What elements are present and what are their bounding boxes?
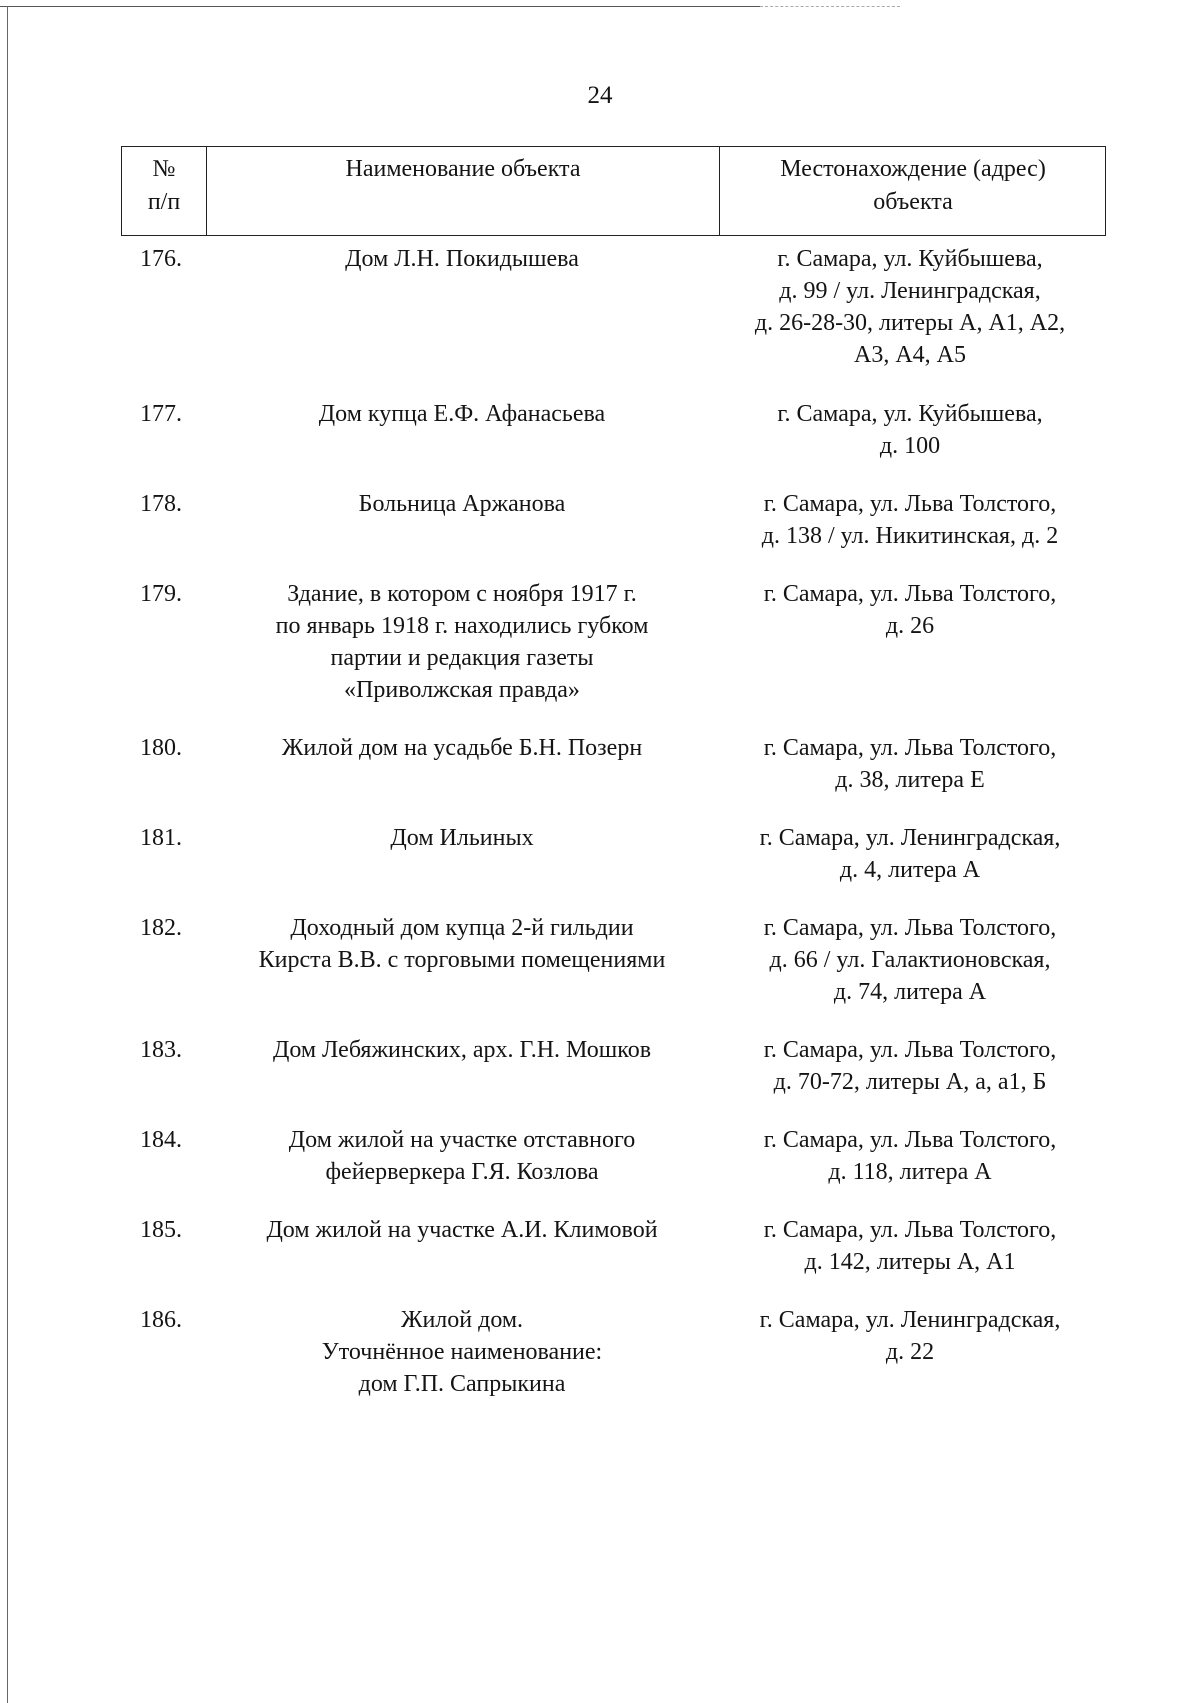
object-address-line: д. 38, литера Е	[835, 767, 985, 793]
object-address-line: д. 100	[879, 433, 941, 459]
object-address-line: д. 26	[885, 613, 935, 639]
table-header	[121, 146, 1106, 236]
object-address-line: д. 22	[885, 1339, 935, 1365]
header-address: Местонахождение (адрес) объекта	[780, 156, 1046, 215]
object-address-line: д. 142, литеры А, А1	[804, 1249, 1016, 1275]
object-name-line: дом Г.П. Сапрыкина	[358, 1371, 566, 1397]
object-address-line: г. Самара, ул. Льва Толстого,	[763, 1217, 1057, 1243]
row-number: 177.	[140, 401, 182, 427]
object-name	[212, 732, 712, 764]
object-name-line: Дом жилой на участке отставного	[288, 1127, 636, 1153]
object-address-line: г. Самара, ул. Льва Толстого,	[763, 735, 1057, 761]
object-name-line: Дом жилой на участке А.И. Климовой	[266, 1217, 658, 1243]
object-name-line: Дом Лебяжинских, арх. Г.Н. Мошков	[272, 1037, 652, 1063]
object-name	[212, 398, 712, 430]
object-address-line: д. 74, литера А	[833, 979, 987, 1005]
object-name-line: Жилой дом на усадьбе Б.Н. Позерн	[281, 735, 643, 761]
object-name	[212, 488, 712, 520]
object-address	[722, 1214, 1098, 1278]
object-address	[722, 243, 1098, 371]
scan-edge-top	[0, 6, 760, 7]
object-address-line: г. Самара, ул. Ленинградская,	[759, 825, 1061, 851]
row-number: 182.	[140, 915, 182, 941]
object-address-line: д. 4, литера А	[839, 857, 981, 883]
object-name-line: Дом Ильиных	[390, 825, 534, 851]
object-address	[722, 822, 1098, 886]
object-address-line: д. 26-28-30, литеры А, А1, А2,	[754, 310, 1066, 336]
object-address-line: А3, А4, А5	[854, 342, 966, 368]
object-name	[212, 1124, 712, 1188]
object-name-line: по январь 1918 г. находились губком	[275, 613, 649, 639]
header-num: № п/п	[147, 156, 181, 215]
object-address-line: г. Самара, ул. Льва Толстого,	[763, 1037, 1057, 1063]
row-number: 181.	[140, 825, 182, 851]
object-address	[722, 578, 1098, 642]
object-address	[722, 1034, 1098, 1098]
object-name-line: Больница Аржанова	[358, 491, 566, 517]
scan-edge-left	[7, 6, 8, 1703]
object-name	[212, 1214, 712, 1246]
object-address	[722, 488, 1098, 552]
row-number: 179.	[140, 581, 182, 607]
object-name-line: Дом купца Е.Ф. Афанасьева	[318, 401, 606, 427]
header-name: Наименование объекта	[345, 156, 581, 182]
row-number: 184.	[140, 1127, 182, 1153]
scan-edge-top-faint	[760, 6, 900, 7]
row-number: 183.	[140, 1037, 182, 1063]
object-address	[722, 398, 1098, 462]
row-number: 180.	[140, 735, 182, 761]
row-number: 176.	[140, 246, 182, 272]
object-address-line: г. Самара, ул. Льва Толстого,	[763, 915, 1057, 941]
object-address-line: г. Самара, ул. Льва Толстого,	[763, 491, 1057, 517]
object-address-line: г. Самара, ул. Куйбышева,	[777, 246, 1043, 272]
object-name-line: Дом Л.Н. Покидышева	[345, 246, 579, 272]
object-address	[722, 1124, 1098, 1188]
object-name	[212, 912, 712, 976]
object-name-line: Кирста В.В. с торговыми помещениями	[258, 947, 666, 973]
object-name-line: «Приволжская правда»	[344, 677, 580, 703]
object-name	[212, 1304, 712, 1400]
object-address	[722, 732, 1098, 796]
row-number: 178.	[140, 491, 182, 517]
object-name	[212, 243, 712, 275]
object-name	[212, 578, 712, 706]
object-address-line: д. 118, литера А	[828, 1159, 992, 1185]
object-address-line: д. 99 / ул. Ленинградская,	[779, 278, 1041, 304]
object-address-line: г. Самара, ул. Льва Толстого,	[763, 581, 1057, 607]
object-name-line: фейерверкера Г.Я. Козлова	[325, 1159, 599, 1185]
object-name	[212, 822, 712, 854]
object-address-line: г. Самара, ул. Ленинградская,	[759, 1307, 1061, 1333]
object-name	[212, 1034, 712, 1066]
object-address	[722, 1304, 1098, 1368]
row-number: 185.	[140, 1217, 182, 1243]
page-number: 24	[587, 82, 613, 109]
row-number: 186.	[140, 1307, 182, 1333]
object-name-line: партии и редакция газеты	[330, 645, 594, 671]
object-address-line: д. 70-72, литеры А, а, а1, Б	[773, 1069, 1047, 1095]
object-name-line: Жилой дом.	[400, 1307, 524, 1333]
object-name-line: Здание, в котором с ноября 1917 г.	[287, 581, 637, 607]
object-address-line: д. 66 / ул. Галактионовская,	[769, 947, 1051, 973]
object-name-line: Доходный дом купца 2-й гильдии	[290, 915, 634, 941]
object-address	[722, 912, 1098, 1008]
object-address-line: г. Самара, ул. Льва Толстого,	[763, 1127, 1057, 1153]
object-address-line: д. 138 / ул. Никитинская, д. 2	[761, 523, 1059, 549]
object-address-line: г. Самара, ул. Куйбышева,	[777, 401, 1043, 427]
object-name-line: Уточнённое наименование:	[321, 1339, 603, 1365]
